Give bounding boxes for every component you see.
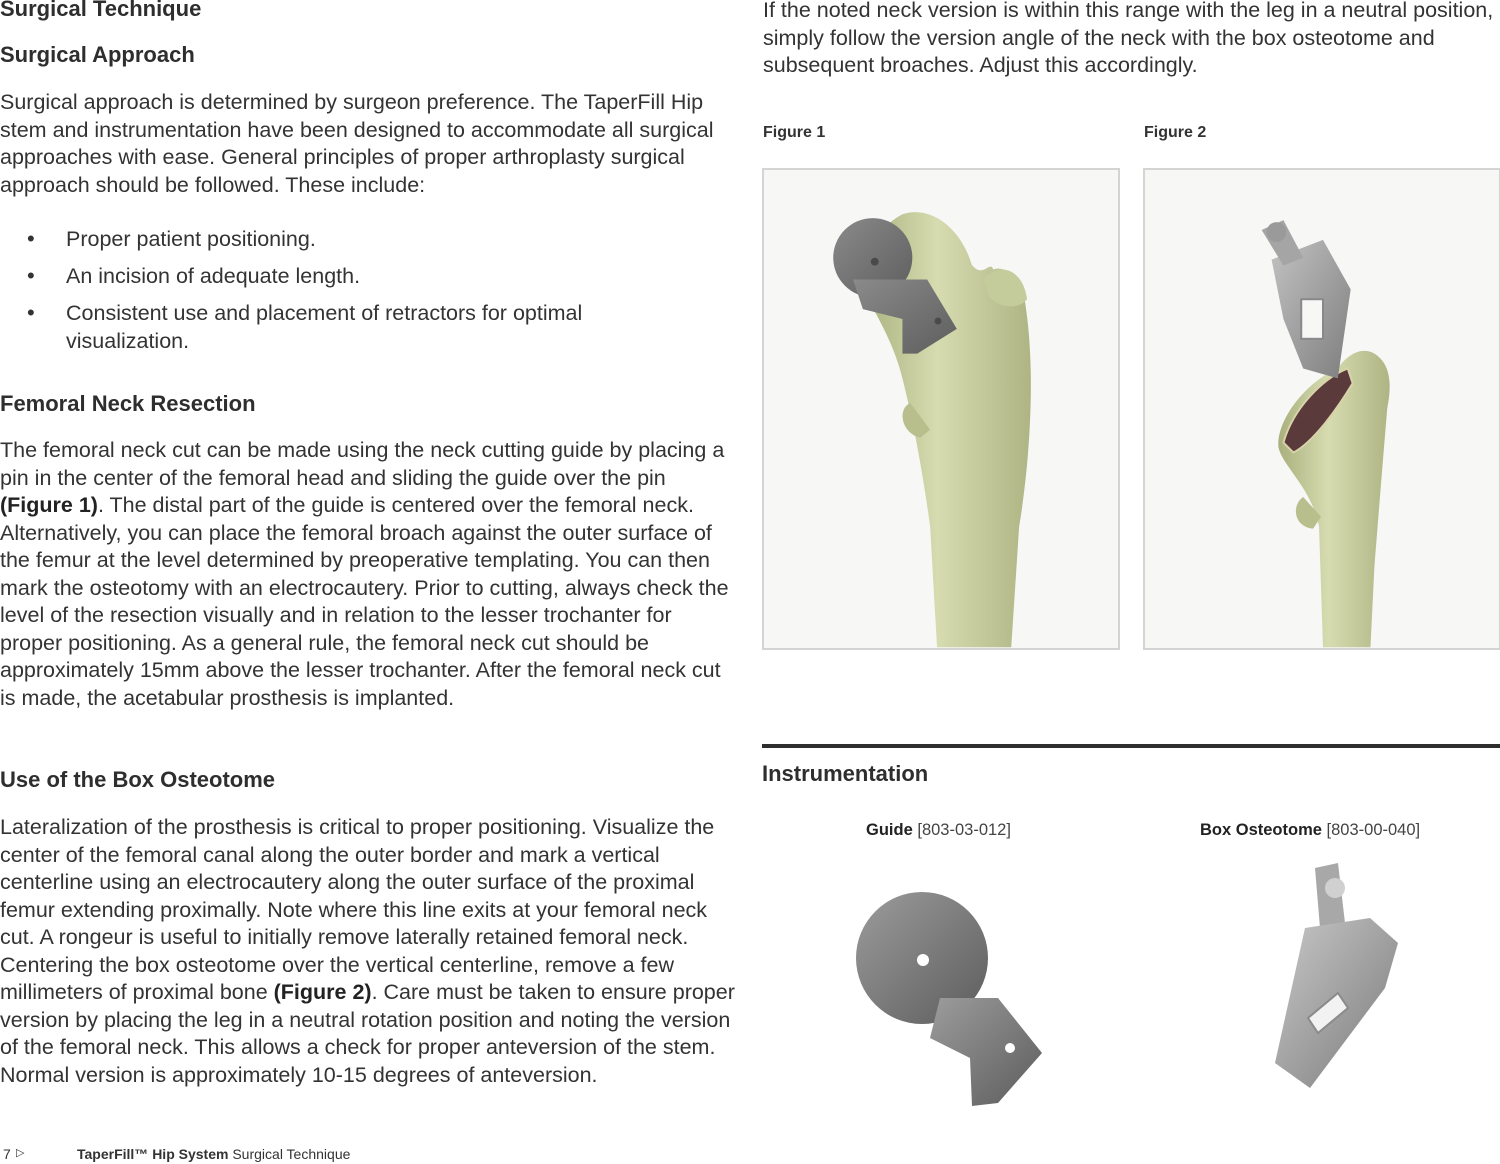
box-osteotome-heading: Use of the Box Osteotome (0, 767, 276, 792)
figure-1-reference: (Figure 1) (0, 493, 98, 517)
surgical-approach-bullets (0, 225, 700, 364)
section-divider (762, 744, 1500, 748)
figure-1-image (762, 168, 1120, 650)
bullet-icon: • (27, 263, 35, 288)
bullet-item: • Consistent use and placement of retractors for optimal visualization. (27, 300, 583, 353)
bullet-item: • Proper patient positioning. (27, 226, 316, 251)
bullet-icon: • (27, 226, 35, 251)
femur-with-box-osteotome-illustration (1145, 170, 1499, 648)
box-osteotome-illustration (1220, 848, 1460, 1118)
figure-2-label: Figure 2 (1144, 124, 1207, 141)
surgical-approach-intro: Surgical approach is determined by surgeon preference. The TaperFill Hip stem and instrumentation have been designed to accommodate all surgical approaches with ease. General principles of proper arthroplasty surgical approach should be followed. These include: (0, 90, 714, 197)
box-osteotome-caption: Box Osteotome [803-00-040] (1200, 821, 1421, 839)
surgical-approach-heading: Surgical Approach (0, 42, 195, 67)
guide-illustration (830, 848, 1070, 1118)
guide-caption: Guide [803-03-012] (866, 821, 1011, 839)
bullet-icon: • (27, 300, 35, 325)
figure-2-image (1143, 168, 1500, 650)
footer-brand: TaperFill™ Hip System Surgical Technique (77, 1146, 351, 1162)
next-arrow-icon: ▷ (16, 1147, 25, 1159)
figure-2-reference: (Figure 2) (273, 980, 372, 1004)
guide-image (830, 848, 1070, 1118)
box-osteotome-text: Lateralization of the prosthesis is critical to proper positioning. Visualize the center of the femoral canal along the outer border and mark a vertical centerline using an electrocautery along the outer surface of the proximal femur extending proximally. Note where this line exits at your femoral neck cut. A rongeur is useful to initially remove laterally retained femoral neck. Centering the box osteotome over the vertical centerline, remove a few millimeters of proximal bone (Figure 2). Care must be taken to ensure proper version by placing the leg in a neutral rotation position and noting the version of the femoral neck. This allows a check for proper anteversion of the stem. Normal version is approximately 10-15 degrees of anteversion. (0, 815, 735, 1087)
page-number: 7 (3, 1146, 11, 1162)
right-intro-text: If the noted neck version is within this range with the leg in a neutral position, simply follow the version angle of the neck with the box osteotome and subsequent broaches. Adjust this accordingly. (763, 0, 1494, 77)
femur-with-guide-illustration (764, 170, 1118, 648)
section-title: Surgical Technique (0, 0, 202, 21)
figure-1-label: Figure 1 (763, 124, 826, 141)
neck-resection-heading: Femoral Neck Resection (0, 391, 256, 416)
neck-resection-text: The femoral neck cut can be made using the neck cutting guide by placing a pin in the center of the femoral head and sliding the guide over the pin (Figure 1). The distal part of the guide is centered over the femoral neck. Alternatively, you can place the femoral broach against the outer surface of the femur at the level determined by preoperative templating. You can then mark the osteotomy with an electrocautery. Prior to cutting, always check the level of the resection visually and in relation to the lesser trochanter for proper positioning. As a general rule, the femoral neck cut should be approximately 15mm above the lesser trochanter. After the femoral neck cut is made, the acetabular prosthesis is implanted. (0, 438, 729, 710)
bullet-item: • An incision of adequate length. (27, 263, 361, 288)
instrumentation-heading: Instrumentation (762, 761, 929, 786)
box-osteotome-image (1220, 848, 1460, 1118)
